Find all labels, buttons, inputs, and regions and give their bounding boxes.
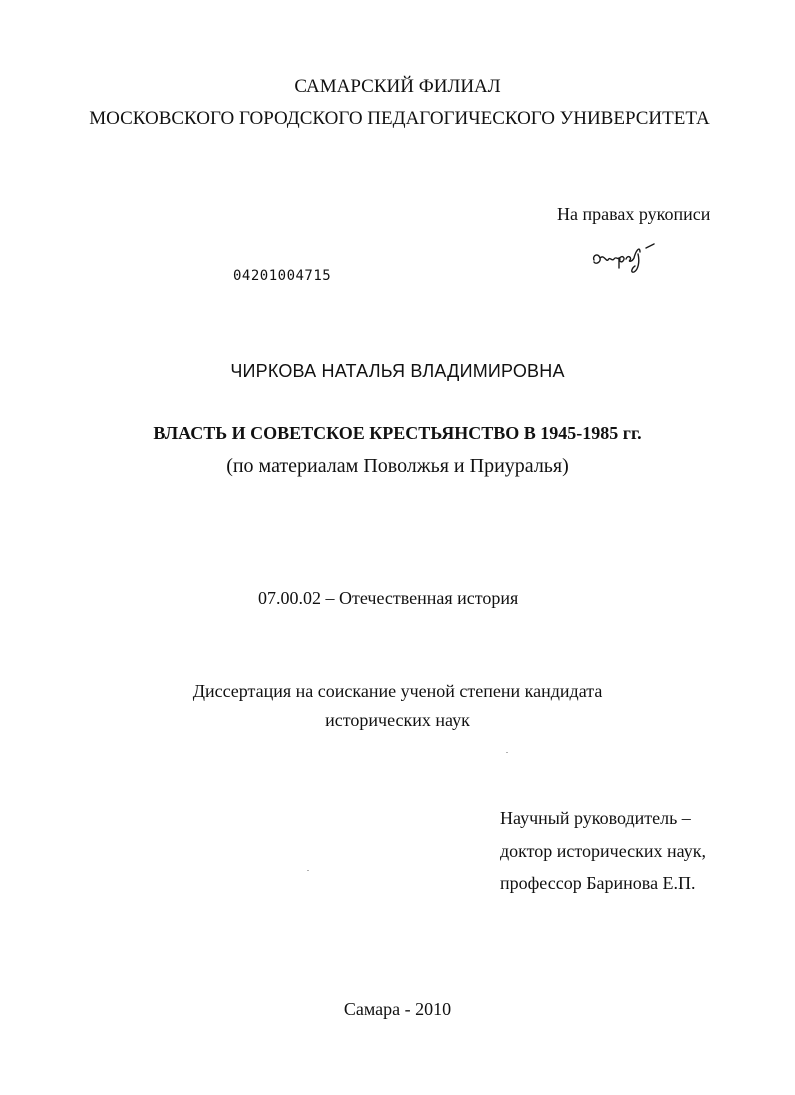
manuscript-rights-note: На правах рукописи bbox=[557, 204, 711, 224]
supervisor-name: профессор Баринова Е.П. bbox=[500, 873, 696, 893]
author-signature bbox=[588, 238, 668, 278]
supervisor-label: Научный руководитель – bbox=[500, 808, 691, 828]
thesis-subtitle: (по материалам Поволжья и Приуралья) bbox=[226, 455, 569, 477]
scan-speck bbox=[307, 870, 309, 871]
degree-statement-line-2: исторических наук bbox=[325, 710, 470, 730]
catalog-code: 04201004715 bbox=[233, 268, 332, 284]
degree-statement-line-1: Диссертация на соискание ученой степени кандидата bbox=[192, 681, 603, 701]
scan-speck bbox=[506, 752, 508, 753]
institution-line-2: МОСКОВСКОГО ГОРОДСКОГО ПЕДАГОГИЧЕСКОГО УНИВЕРСИТЕТА bbox=[89, 108, 710, 129]
specialty-code: 07.00.02 – Отечественная история bbox=[258, 588, 519, 608]
place-and-year: Самара - 2010 bbox=[343, 999, 452, 1019]
supervisor-degree: доктор исторических наук, bbox=[500, 841, 706, 861]
institution-line-1: САМАРСКИЙ ФИЛИАЛ bbox=[294, 76, 501, 97]
thesis-title: ВЛАСТЬ И СОВЕТСКОЕ КРЕСТЬЯНСТВО В 1945-1985 гг. bbox=[153, 423, 642, 443]
author-name: ЧИРКОВА НАТАЛЬЯ ВЛАДИМИРОВНА bbox=[230, 361, 565, 381]
